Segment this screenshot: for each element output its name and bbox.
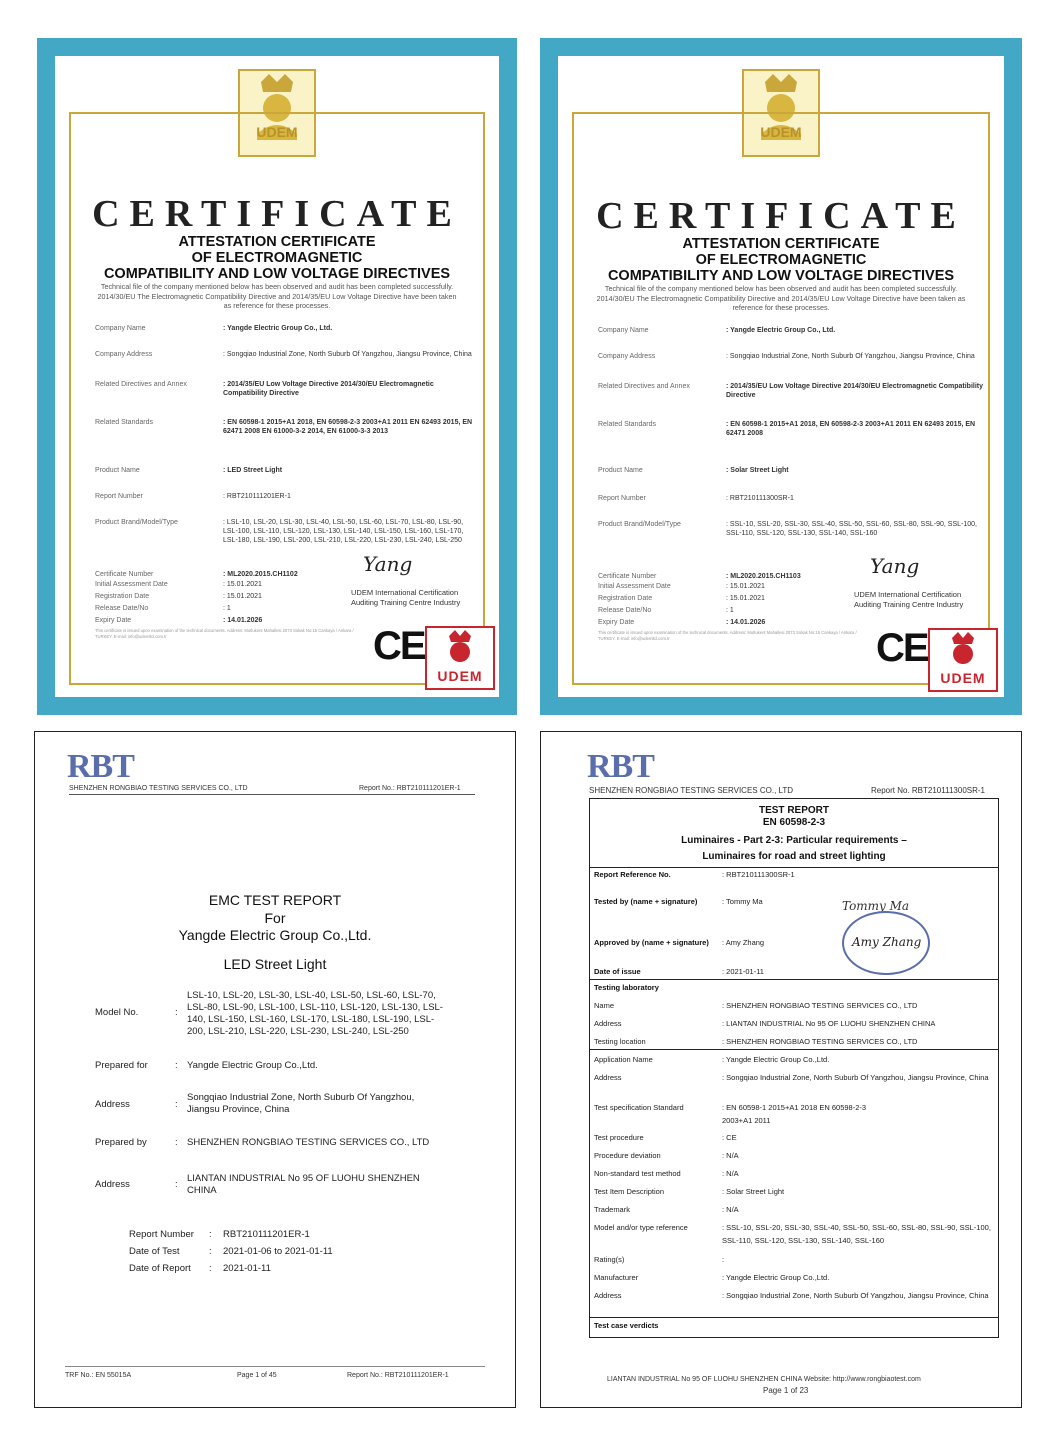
field-label: Related Standards	[95, 419, 153, 426]
footer-page: Page 1 of 45	[237, 1372, 277, 1379]
row-value: : Yangde Electric Group Co.,Ltd.	[722, 1273, 830, 1282]
field-label: Certificate Number	[598, 573, 657, 580]
row-label: Procedure deviation	[594, 1151, 661, 1160]
signature: Yang	[363, 552, 413, 576]
field-label: Report Number	[598, 495, 646, 502]
field-label: Registration Date	[598, 595, 653, 602]
report-head-2: EN 60598-2-3	[762, 817, 826, 828]
footer-trf: TRF No.: EN 55015A	[65, 1372, 132, 1379]
row-label: Model and/or type reference	[594, 1223, 688, 1232]
colon: :	[175, 1137, 178, 1148]
date-of-test-label: Date of Test	[129, 1246, 180, 1257]
field-label: Related Directives and Annex	[598, 383, 690, 390]
udem-badge-text: UDEM	[437, 668, 483, 684]
field-label: Product Brand/Model/Type	[598, 521, 681, 528]
header-divider	[69, 794, 475, 795]
report-head-1: TEST REPORT	[758, 805, 829, 816]
ce-mark: CE	[373, 624, 425, 668]
address-value: LIANTAN INDUSTRIAL No 95 OF LUOHU SHENZHEN CHINA	[187, 1173, 420, 1196]
row-value: : LIANTAN INDUSTRIAL No 95 OF LUOHU SHENZHEN CHINA	[722, 1019, 936, 1028]
address-value: Songqiao Industrial Zone, North Suburb Of Yangzhou, Jiangsu Province, China	[187, 1092, 415, 1115]
footer-report-no: Report No.: RBT210111201ER-1	[347, 1372, 449, 1379]
row-value: : Amy Zhang	[722, 938, 765, 947]
field-value: : 2014/35/EU Low Voltage Directive 2014/30/EU Electromagnetic Compatibility Directive	[726, 383, 984, 399]
row-label: Trademark	[594, 1205, 630, 1214]
prepared-for-value: Yangde Electric Group Co.,Ltd.	[187, 1060, 318, 1071]
certificate-intro: Technical file of the company mentioned below has been observed and audit has been completed successfully. 2014/30/EU The Electromagnetic Compatibility Directive and 2014/35/EU Low Voltage Directive have been taken as reference for these processes.	[97, 282, 457, 310]
report-head-3: Luminaires - Part 2-3: Particular requirements –	[681, 835, 907, 846]
field-value: : RBT210111201ER-1	[223, 493, 291, 500]
subtitle-line-3: COMPATIBILITY AND LOW VOLTAGE DIRECTIVES	[607, 268, 955, 284]
field-value: : EN 60598-1 2015+A1 2018, EN 60598-2-3 2003+A1 2011 EN 62493 2015, EN 62471 2008	[726, 421, 976, 437]
colon: :	[209, 1229, 212, 1240]
report-number-label: Report Number	[129, 1229, 194, 1240]
report-number-header: Report No.: RBT210111201ER-1	[359, 785, 461, 792]
prepared-by-label: Prepared by	[95, 1137, 147, 1148]
certificate-intro: Technical file of the company mentioned below has been observed and audit has been completed successfully. 2014/30/EU The Electromagnetic Compatibility Directive and 2014/35/EU Low Voltage Directive have been taken as reference for these processes.	[596, 284, 966, 312]
lab-name: SHENZHEN RONGBIAO TESTING SERVICES CO., LTD	[589, 786, 794, 795]
field-label: Release Date/No	[598, 607, 652, 614]
report-head-4: Luminaires for road and street lighting	[702, 851, 886, 862]
certificate-paper	[55, 56, 499, 697]
field-value: : Yangde Electric Group Co., Ltd.	[223, 325, 333, 332]
field-label: Initial Assessment Date	[598, 583, 671, 590]
section-label: Test case verdicts	[594, 1321, 659, 1330]
field-label: Product Name	[95, 467, 140, 474]
row-label: Address	[594, 1073, 622, 1082]
footer-divider	[65, 1366, 485, 1367]
row-value: :	[722, 1255, 725, 1264]
field-label: Initial Assessment Date	[95, 581, 168, 588]
field-value: : 15.01.2021	[726, 583, 765, 590]
address-label: Address	[95, 1099, 130, 1110]
row-label: Address	[594, 1291, 622, 1300]
rbt-logo: RBT	[587, 748, 654, 785]
colon: :	[175, 1179, 178, 1190]
row-divider	[590, 979, 998, 980]
emc-test-report	[34, 731, 516, 1408]
field-label: Related Standards	[598, 421, 656, 428]
udem-badge-text: UDEM	[940, 670, 986, 686]
field-label: Company Address	[95, 351, 153, 358]
report-number-value: RBT210111201ER-1	[223, 1229, 310, 1240]
field-value: : 15.01.2021	[223, 593, 262, 600]
date-of-test-value: 2021-01-06 to 2021-01-11	[223, 1246, 333, 1257]
subtitle-line-2: OF ELECTROMAGNETIC	[695, 252, 867, 268]
field-value: : Songqiao Industrial Zone, North Suburb Of Yangzhou, Jiangsu Province, China	[223, 351, 472, 358]
signature: Yang	[870, 554, 920, 578]
report-number-header: Report No. RBT210111300SR-1	[871, 786, 985, 795]
tester-signature: Tommy Ma	[842, 899, 910, 913]
footer-page: Page 1 of 23	[763, 1386, 809, 1395]
certificate-title: CERTIFICATE	[92, 193, 462, 235]
field-value: : Yangde Electric Group Co., Ltd.	[726, 327, 836, 334]
row-value: : N/A	[722, 1151, 739, 1160]
field-label: Report Number	[95, 493, 143, 500]
model-value: LSL-10, LSL-20, LSL-30, LSL-40, LSL-50, LSL-60, LSL-70, LSL-80, LSL-90, LSL-100, LSL-110, LSL-120, LSL-130, LSL-140, LSL-150, LSL-160, LSL-170, LSL-180, LSL-190, LSL-200, LSL-210, LSL-220, LSL-230, LSL-240, LSL-250	[187, 990, 443, 1037]
certificate-left	[37, 38, 517, 715]
date-of-report-label: Date of Report	[129, 1263, 191, 1274]
row-divider	[590, 1049, 998, 1050]
report-title: EMC TEST REPORT	[208, 892, 342, 908]
field-value: : EN 60598-1 2015+A1 2018, EN 60598-2-3 2003+A1 2011 EN 62493 2015, EN 62471 2008 EN 61000-3-2 2014, EN 61000-3-3 2013	[223, 419, 473, 435]
field-label: Company Name	[598, 327, 649, 334]
field-label: Company Address	[598, 353, 656, 360]
row-value: : Yangde Electric Group Co.,Ltd.	[722, 1055, 830, 1064]
lab-stamp	[842, 911, 930, 975]
row-value: : 2021-01-11	[722, 967, 764, 976]
field-value: : 14.01.2026	[223, 617, 263, 624]
row-label: Application Name	[594, 1055, 653, 1064]
field-value: : 1	[223, 605, 231, 612]
field-label: Product Brand/Model/Type	[95, 519, 178, 526]
row-label: Testing location	[594, 1037, 646, 1046]
product-name: LED Street Light	[223, 956, 327, 972]
client-name: Yangde Electric Group Co.,Ltd.	[178, 927, 372, 943]
fine-print: This certificate is issued upon examination of the technical documents. Address: Mutlukent Mahallesi 2073 Sokak No:15 Cankaya / Ankara / TURKEY. E-mail: info@udemltd.com.tr	[95, 628, 354, 639]
field-value: : ML2020.2015.CH1103	[726, 573, 801, 580]
row-value: : SHENZHEN RONGBIAO TESTING SERVICES CO., LTD	[722, 1037, 918, 1046]
approver-signature: Amy Zhang	[852, 935, 922, 949]
field-label: Certificate Number	[95, 571, 154, 578]
report-table	[589, 798, 999, 1338]
field-value: : ML2020.2015.CH1102	[223, 571, 298, 578]
field-label: Expiry Date	[95, 617, 132, 624]
row-value: : Songqiao Industrial Zone, North Suburb Of Yangzhou, Jiangsu Province, China	[722, 1073, 989, 1082]
row-value: : Songqiao Industrial Zone, North Suburb Of Yangzhou, Jiangsu Province, China	[722, 1291, 989, 1300]
row-value: : RBT210111300SR-1	[722, 870, 795, 879]
prepared-for-label: Prepared for	[95, 1060, 148, 1071]
colon: :	[175, 1007, 178, 1018]
field-value: : LED Street Light	[223, 467, 283, 474]
row-label: Test Item Description	[594, 1187, 665, 1196]
field-value: : LSL-10, LSL-20, LSL-30, LSL-40, LSL-50, LSL-60, LSL-70, LSL-80, LSL-90, LSL-100, LSL-110, LSL-120, LSL-130, LSL-140, LSL-150, LSL-160, LSL-170, LSL-180, LSL-190, LSL-200, LSL-210, LSL-220, LSL-230, LSL-240, LSL-250	[223, 519, 464, 544]
subtitle-line-2: OF ELECTROMAGNETIC	[191, 250, 363, 266]
field-value: : SSL-10, SSL-20, SSL-30, SSL-40, SSL-50, SSL-60, SSL-80, SSL-90, SSL-100, SSL-110, SSL-120, SSL-130, SSL-140, SSL-160	[726, 521, 977, 537]
row-label: Name	[594, 1001, 615, 1010]
colon: :	[209, 1246, 212, 1257]
udem-badge	[928, 628, 998, 692]
signatory-caption: UDEM International Certification Auditing Training Centre Industry	[854, 590, 964, 609]
footer-address: LIANTAN INDUSTRIAL No 95 OF LUOHU SHENZHEN CHINA Website: http://www.rongbiaotest.com	[607, 1376, 921, 1383]
row-label: Report Reference No.	[594, 870, 671, 879]
row-value: : SHENZHEN RONGBIAO TESTING SERVICES CO., LTD	[722, 1001, 918, 1010]
colon: :	[175, 1099, 178, 1110]
row-value: : EN 60598-1 2015+A1 2018 EN 60598-2-3 2003+A1 2011	[722, 1103, 867, 1125]
subtitle-line-3: COMPATIBILITY AND LOW VOLTAGE DIRECTIVES	[103, 266, 451, 282]
row-label: Rating(s)	[594, 1255, 625, 1264]
colon: :	[175, 1060, 178, 1071]
udem-logo-text: UDEM	[760, 124, 802, 140]
udem-badge	[425, 626, 495, 690]
field-value: : Songqiao Industrial Zone, North Suburb Of Yangzhou, Jiangsu Province, China	[726, 353, 975, 360]
row-label: Manufacturer	[594, 1273, 639, 1282]
row-divider	[590, 1317, 998, 1318]
model-label: Model No.	[95, 1007, 139, 1018]
row-value: : N/A	[722, 1169, 739, 1178]
signatory-caption: UDEM International Certification Auditing Training Centre Industry	[351, 588, 461, 607]
row-label: Address	[594, 1019, 622, 1028]
row-value: : Tommy Ma	[722, 897, 763, 906]
row-label: Date of issue	[594, 967, 641, 976]
certificate-title: CERTIFICATE	[596, 195, 966, 237]
row-value: : N/A	[722, 1205, 739, 1214]
field-value: : RBT210111300SR-1	[726, 495, 794, 502]
date-of-report-value: 2021-01-11	[223, 1263, 271, 1274]
rbt-logo: RBT	[67, 748, 134, 785]
row-value: : Solar Street Light	[722, 1187, 785, 1196]
field-label: Registration Date	[95, 593, 150, 600]
udem-logo-text: UDEM	[256, 124, 298, 140]
row-label: Approved by (name + signature)	[594, 938, 709, 947]
lab-name: SHENZHEN RONGBIAO TESTING SERVICES CO., LTD	[69, 785, 248, 792]
fine-print: This certificate is issued upon examination of the technical documents. Address: Mutlukent Mahallesi 2073 Sokak No:15 Cankaya / Ankara / TURKEY. E-mail: info@udemltd.com.tr	[598, 630, 857, 641]
certificate-paper	[558, 56, 1004, 697]
subtitle-line-1: ATTESTATION CERTIFICATE	[178, 234, 376, 250]
field-value: : 2014/35/EU Low Voltage Directive 2014/30/EU Electromagnetic Compatibility Directive	[223, 381, 434, 397]
prepared-by-value: SHENZHEN RONGBIAO TESTING SERVICES CO., LTD	[187, 1137, 430, 1148]
row-label: Non-standard test method	[594, 1169, 681, 1178]
report-for: For	[264, 910, 286, 926]
row-label: Test specification Standard	[594, 1103, 684, 1112]
subtitle-line-1: ATTESTATION CERTIFICATE	[682, 236, 880, 252]
row-label: Tested by (name + signature)	[594, 897, 698, 906]
field-value: : 1	[726, 607, 734, 614]
section-label: Testing laboratory	[594, 983, 659, 992]
safety-test-report	[540, 731, 1022, 1408]
colon: :	[209, 1263, 212, 1274]
field-label: Related Directives and Annex	[95, 381, 187, 388]
field-value: : Solar Street Light	[726, 467, 789, 474]
field-label: Company Name	[95, 325, 146, 332]
field-value: : 15.01.2021	[726, 595, 765, 602]
ce-mark: CE	[876, 626, 928, 670]
field-label: Product Name	[598, 467, 643, 474]
field-value: : 14.01.2026	[726, 619, 766, 626]
row-value: : CE	[722, 1133, 737, 1142]
field-label: Expiry Date	[598, 619, 635, 626]
address-label: Address	[95, 1179, 130, 1190]
row-value: : SSL-10, SSL-20, SSL-30, SSL-40, SSL-50, SSL-60, SSL-80, SSL-90, SSL-100, SSL-110, SSL-120, SSL-130, SSL-140, SSL-160	[722, 1223, 991, 1245]
field-label: Release Date/No	[95, 605, 149, 612]
field-value: : 15.01.2021	[223, 581, 262, 588]
certificate-right	[540, 38, 1022, 715]
row-label: Test procedure	[594, 1133, 644, 1142]
